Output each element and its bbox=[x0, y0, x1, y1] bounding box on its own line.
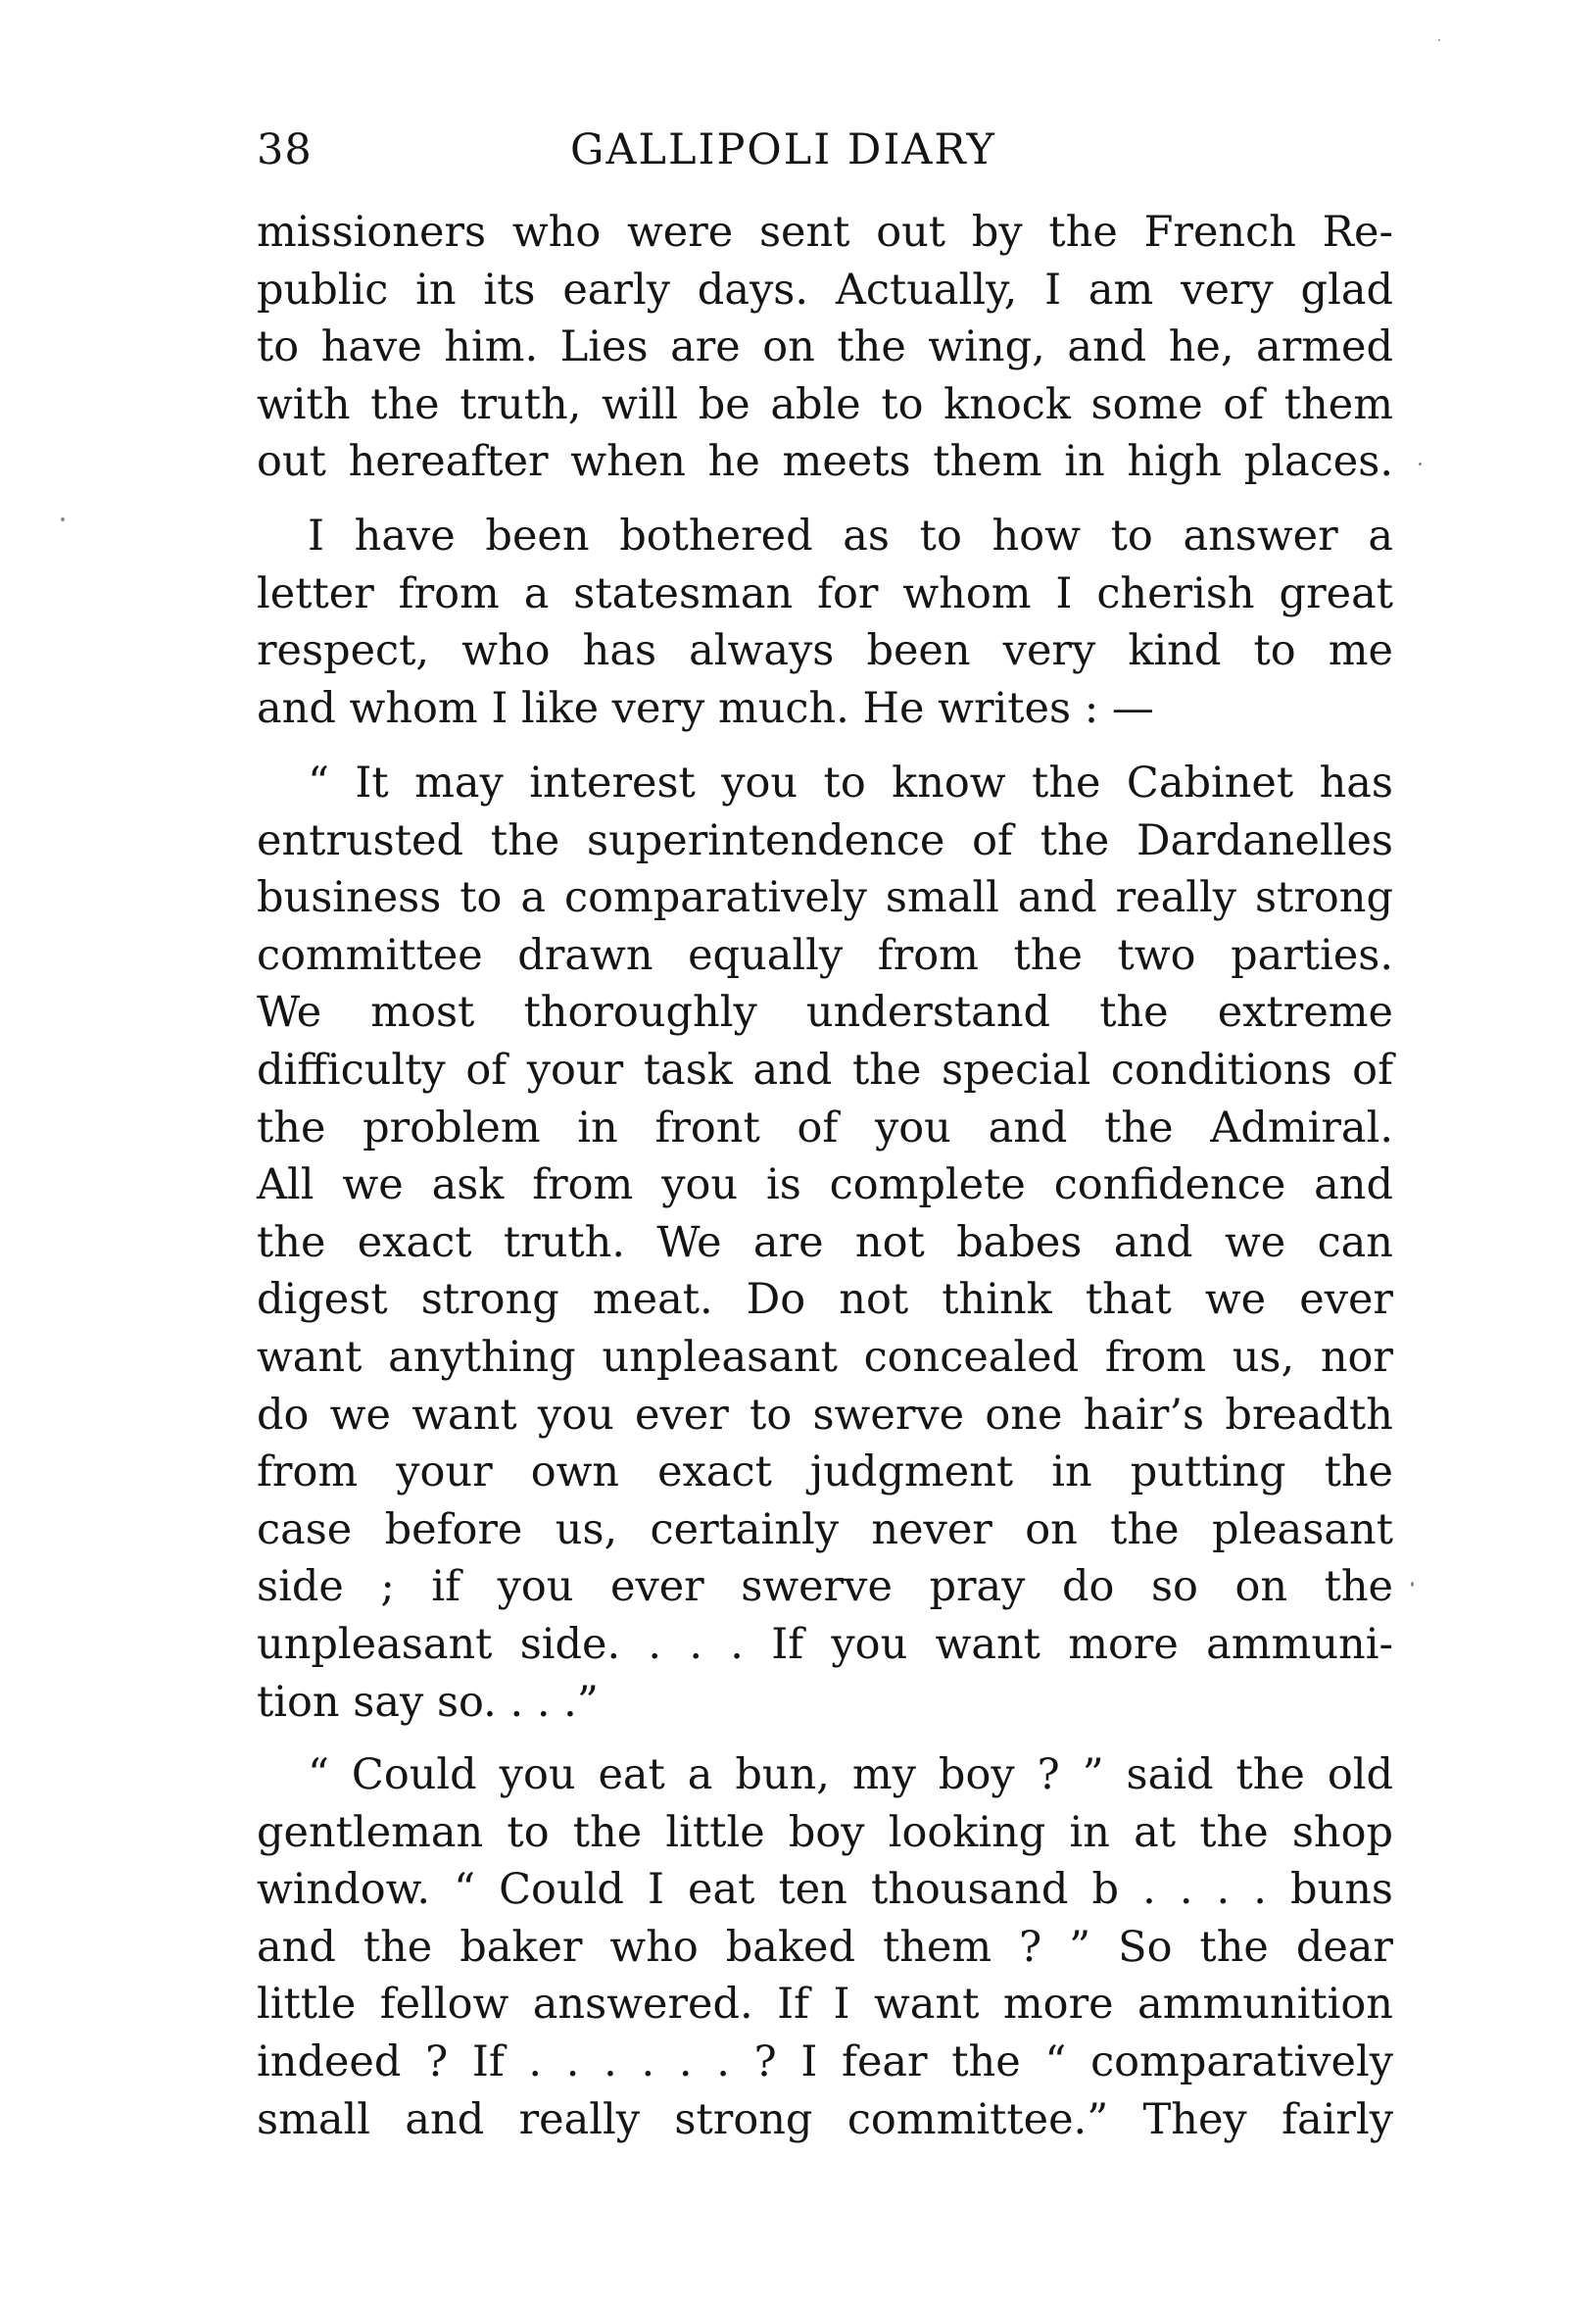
scan-speck bbox=[1438, 39, 1440, 41]
text-line: indeed ? If . . . . . . ? I fear the “ comparatively bbox=[257, 2036, 1393, 2086]
text-line: committee drawn equally from the two parties. bbox=[257, 930, 1393, 980]
text-line: unpleasant side. . . . If you want more ammuni- bbox=[257, 1619, 1393, 1669]
text-line: little fellow answered. If I want more ammunition bbox=[257, 1980, 1393, 2030]
text-line: the exact truth. We are not babes and we can bbox=[257, 1217, 1393, 1267]
paragraph-3-quoted-letter bbox=[257, 755, 1393, 1731]
text-line: entrusted the superintendence of the Dardanelles bbox=[257, 815, 1393, 865]
text-line: difficulty of your task and the special conditions of bbox=[257, 1045, 1393, 1095]
paragraph-4 bbox=[257, 1746, 1393, 2148]
text-line: tion say so. . . .” bbox=[257, 1677, 599, 1727]
text-line: from your own exact judgment in putting the bbox=[257, 1447, 1393, 1497]
paragraph-2 bbox=[257, 508, 1393, 737]
text-line: All we ask from you is complete confidence and bbox=[257, 1160, 1393, 1210]
text-line: respect, who has always been very kind to me bbox=[257, 626, 1393, 676]
running-header bbox=[257, 116, 1393, 184]
text-line: gentleman to the little boy looking in at the shop bbox=[257, 1807, 1393, 1857]
text-line: the problem in front of you and the Admiral. bbox=[257, 1103, 1393, 1152]
text-line: “ It may interest you to know the Cabinet has bbox=[308, 759, 1393, 808]
scan-speck bbox=[61, 517, 65, 521]
text-line: “ Could you eat a bun, my boy ? ” said the old bbox=[308, 1750, 1393, 1799]
text-line: letter from a statesman for whom I cherish great bbox=[257, 568, 1393, 618]
text-line: with the truth, will be able to knock some of them bbox=[257, 379, 1393, 429]
text-line: want anything unpleasant concealed from us, nor bbox=[257, 1332, 1393, 1382]
text-line: and the baker who baked them ? ” So the dear bbox=[257, 1922, 1393, 1972]
running-title: GALLIPOLI DIARY bbox=[570, 125, 996, 174]
text-line: case before us, certainly never on the pleasant bbox=[257, 1504, 1393, 1554]
text-line: digest strong meat. Do not think that we ever bbox=[257, 1275, 1393, 1325]
paragraph-1 bbox=[257, 204, 1393, 491]
text-line: do we want you ever to swerve one hair’s breadth bbox=[257, 1390, 1393, 1440]
text-line: We most thoroughly understand the extreme bbox=[257, 988, 1393, 1038]
text-line: out hereafter when he meets them in high places. bbox=[257, 437, 1393, 487]
text-line: I have been bothered as to how to answer a bbox=[308, 512, 1393, 561]
text-line: side ; if you ever swerve pray do so on the bbox=[257, 1562, 1393, 1612]
text-line: public in its early days. Actually, I am very glad bbox=[257, 265, 1393, 315]
scan-speck bbox=[1411, 1582, 1414, 1587]
text-line: small and really strong committee.” They fairly bbox=[257, 2094, 1393, 2144]
scan-speck bbox=[1419, 463, 1422, 466]
text-line: to have him. Lies are on the wing, and he, armed bbox=[257, 322, 1393, 372]
text-line: window. “ Could I eat ten thousand b . . . . buns bbox=[257, 1865, 1393, 1915]
text-line: and whom I like very much. He writes : — bbox=[257, 683, 1154, 733]
page-number: 38 bbox=[257, 125, 313, 174]
text-line: business to a comparatively small and really strong bbox=[257, 873, 1393, 923]
text-line: missioners who were sent out by the French Re- bbox=[257, 208, 1393, 257]
